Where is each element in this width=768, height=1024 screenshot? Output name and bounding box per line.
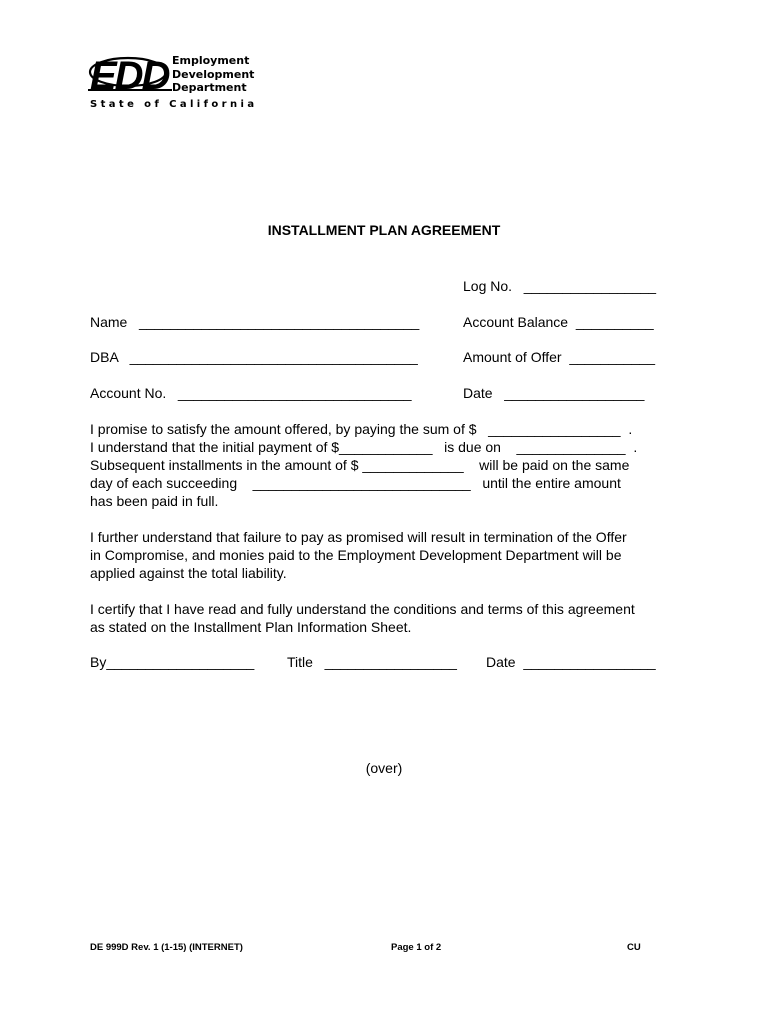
paragraph-line: I understand that the initial payment of $____________ is due on ______________ . — [90, 439, 638, 455]
account-no-field[interactable]: Account No. ______________________________ — [90, 385, 412, 401]
dba-field[interactable]: DBA _____________________________________ — [90, 349, 418, 365]
page-number: Page 1 of 2 — [391, 942, 442, 953]
over-note: (over) — [365, 760, 403, 776]
paragraph-line: I certify that I have read and fully understand the conditions and terms of this agreement — [90, 601, 635, 617]
form-code: CU — [627, 942, 641, 953]
paragraph-line: I further understand that failure to pay as promised will result in termination of the Offer — [90, 529, 627, 545]
account-balance-field[interactable]: Account Balance __________ — [463, 314, 654, 330]
agency-line: Employment — [172, 54, 250, 67]
payment-terms-paragraph — [90, 420, 690, 510]
paragraph-line: Subsequent installments in the amount of $ _____________ will be paid on the same — [90, 457, 630, 473]
edd-agency-name — [172, 54, 254, 95]
agency-line: Department — [172, 81, 247, 94]
edd-logo — [88, 52, 258, 116]
paragraph-line: applied against the total liability. — [90, 565, 287, 581]
page-title: INSTALLMENT PLAN AGREEMENT — [267, 222, 501, 238]
signature-date-field[interactable]: Date _________________ — [486, 654, 656, 670]
termination-paragraph — [90, 528, 690, 582]
paragraph-line: day of each succeeding ____________________________ until the entire amount — [90, 475, 621, 491]
amount-of-offer-field[interactable]: Amount of Offer ___________ — [463, 349, 655, 365]
paragraph-line: I promise to satisfy the amount offered, by paying the sum of $ _________________ . — [90, 421, 633, 437]
state-of-california: State of California — [90, 99, 258, 110]
log-no-field[interactable]: Log No. _________________ — [463, 278, 657, 294]
date-field[interactable]: Date __________________ — [463, 385, 645, 401]
paragraph-line: in Compromise, and monies paid to the Employment Development Department will be — [90, 547, 622, 563]
signature-title-field[interactable]: Title _________________ — [287, 654, 457, 670]
signature-by-field[interactable]: By___________________ — [90, 654, 255, 670]
paragraph-line: as stated on the Installment Plan Information Sheet. — [90, 619, 412, 635]
agency-line: Development — [172, 67, 255, 81]
edd-logo-mark: EDD — [90, 54, 169, 98]
certification-paragraph — [90, 600, 690, 636]
name-field[interactable]: Name ____________________________________ — [90, 314, 420, 330]
paragraph-line: has been paid in full. — [90, 493, 219, 509]
form-number: DE 999D Rev. 1 (1-15) (INTERNET) — [90, 942, 243, 953]
